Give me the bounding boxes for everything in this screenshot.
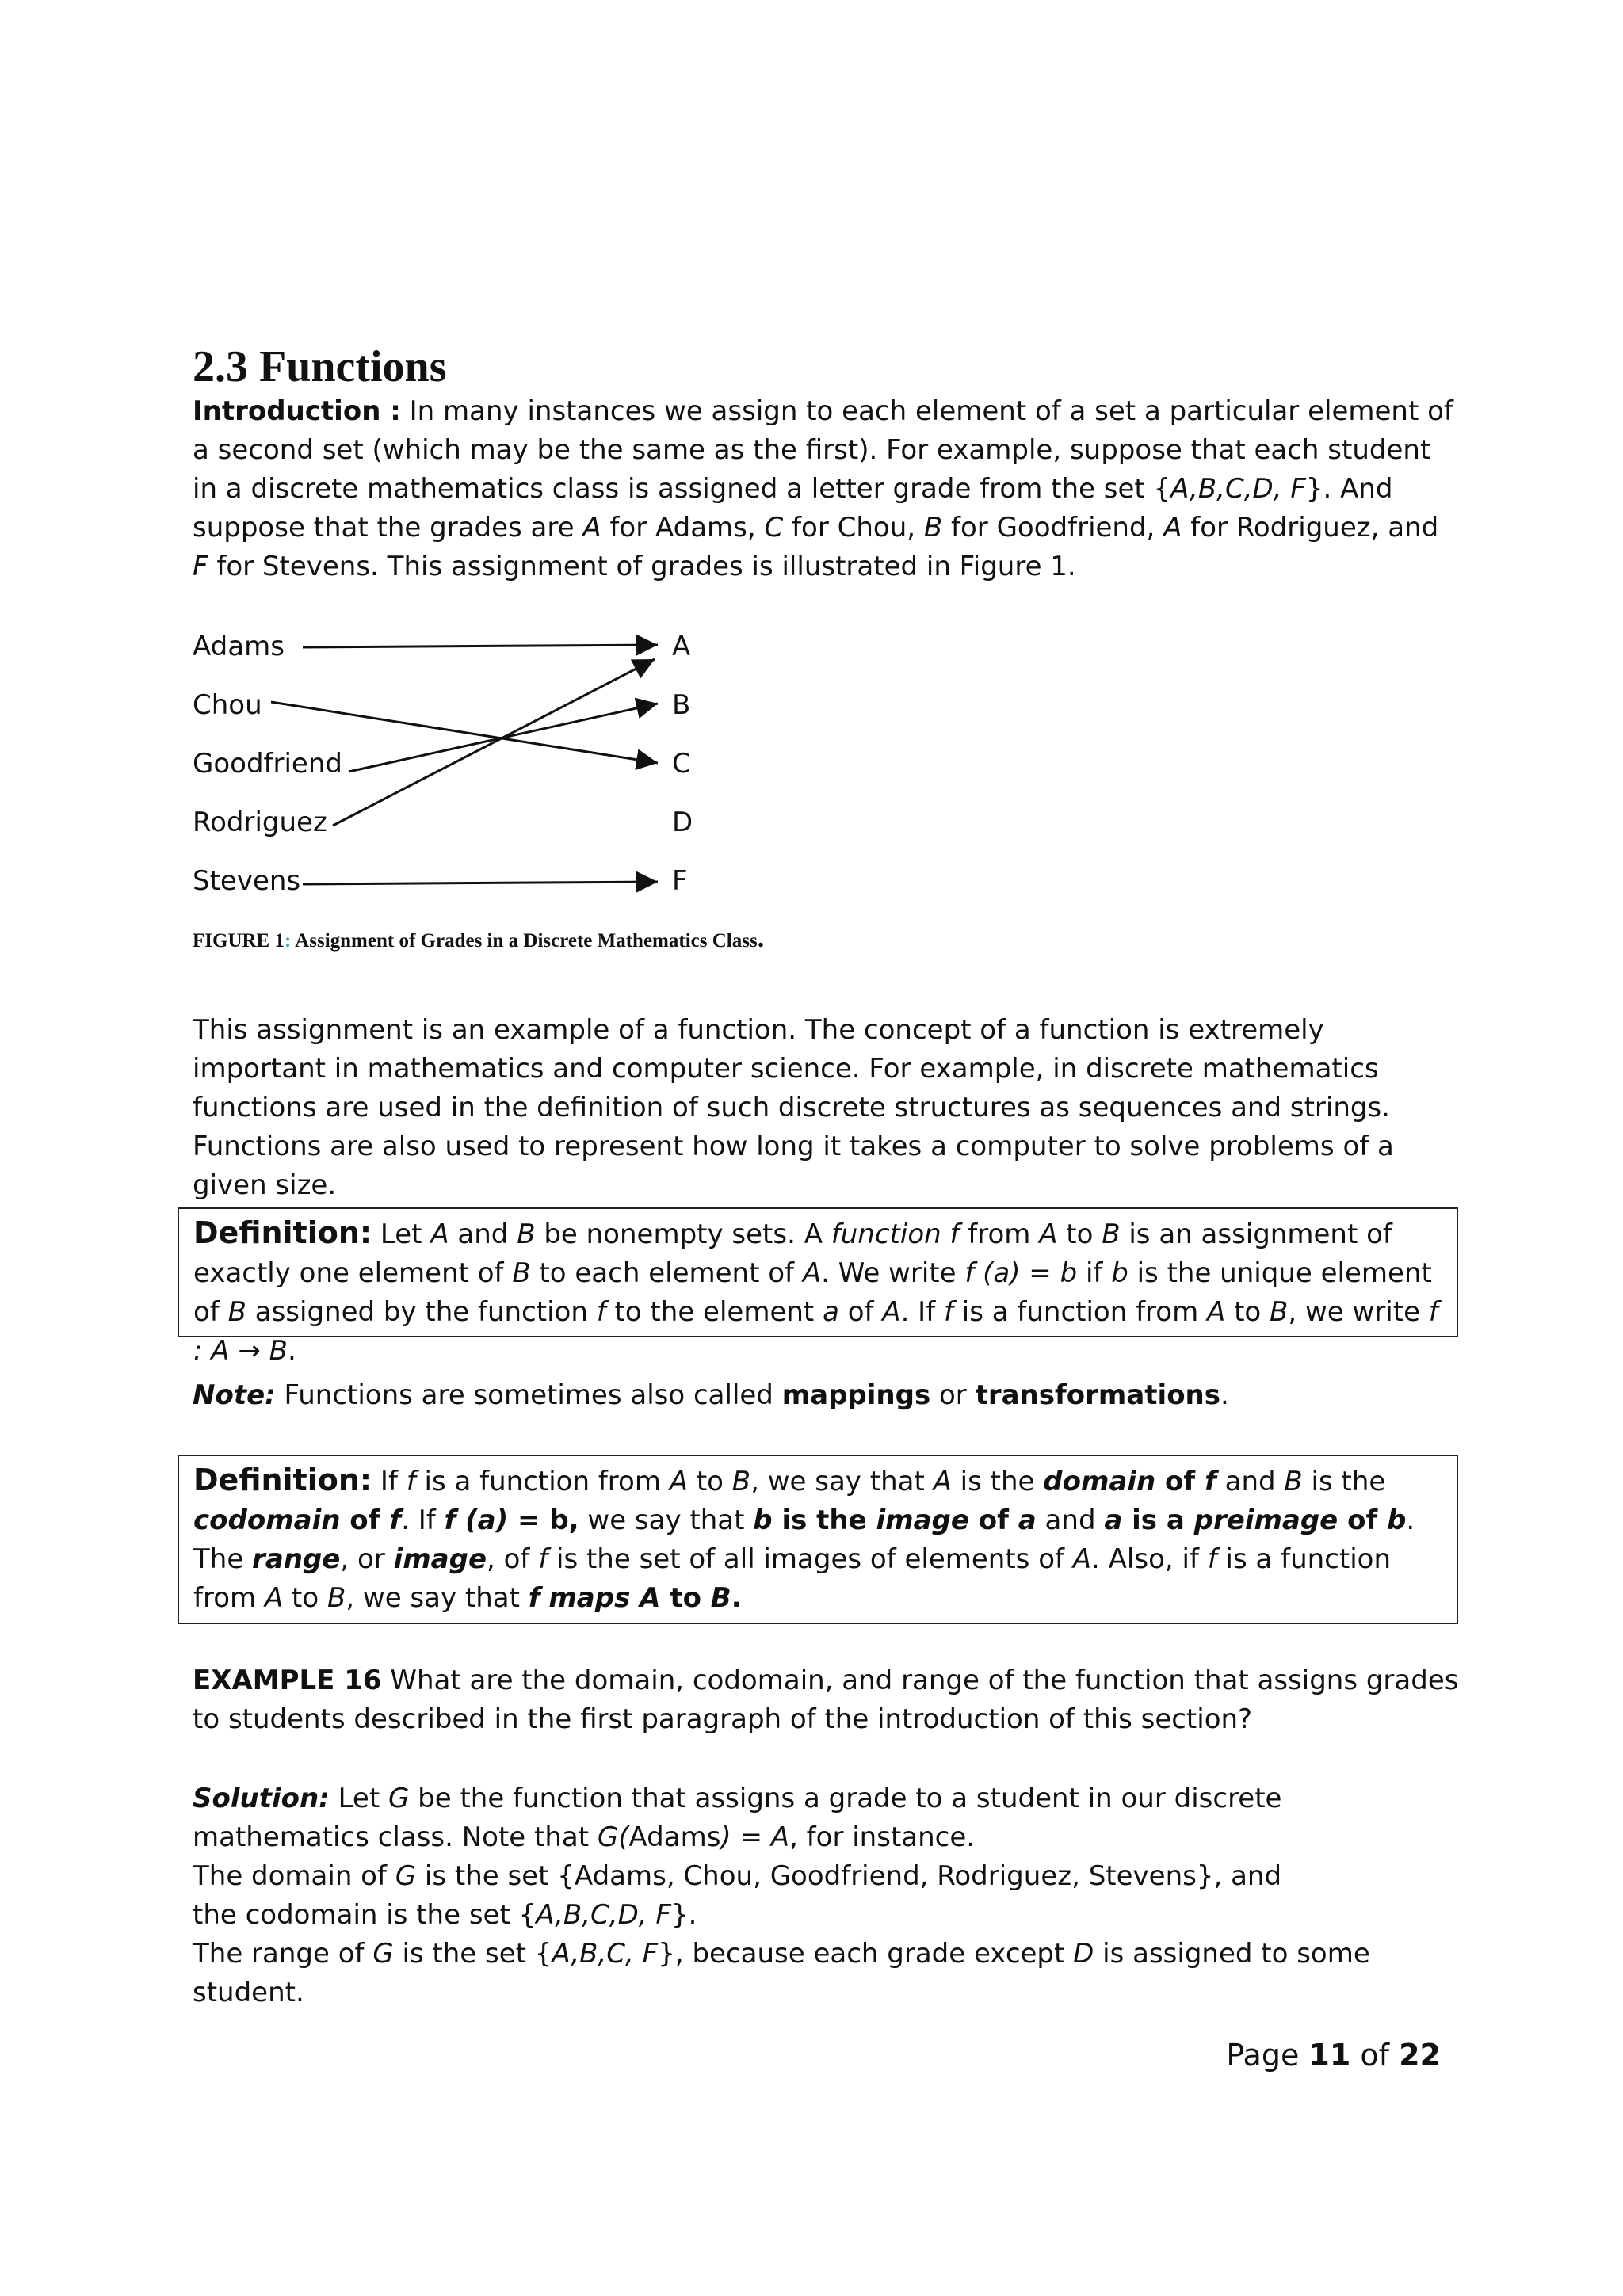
intro-paragraph: Introduction : In many instances we assign to each element of a set a particular element of a second set (which may be the same as the first). For example, suppose that each student in a discrete mathematics class is assigned a letter grade from the set {A,B,C,D, F}. And suppose that the grades are A for Adams, C for Chou, B for Goodfriend, A for Rodriguez, and F for Stevens. This assignment of grades is illustrated in Figure 1. (193, 395, 1453, 582)
intro-lead: Introduction : (193, 395, 401, 427)
page-number: Page 11 of 22 (1226, 2038, 1441, 2073)
grade-label-a: A (672, 631, 691, 662)
grade-label-d: D (672, 807, 693, 838)
student-label-stevens: Stevens (193, 865, 301, 897)
function-concept-paragraph: This assignment is an example of a function. The concept of a function is extremely important in mathematics and computer science. For example, in discrete mathematics functions are used in the definition of such discrete structures as sequences and strings. Functions are also used to represent how long it takes a computer to solve problems of a given size. (193, 1014, 1394, 1201)
grade-label-c: C (672, 748, 691, 780)
section-title: 2.3 Functions (193, 342, 447, 391)
student-label-rodriguez: Rodriguez (193, 807, 327, 838)
example-16: EXAMPLE 16 What are the domain, codomain, and range of the function that assigns grades to students described in the first paragraph of the introduction of this section? (193, 1665, 1459, 1735)
definition-function-box: Definition: Let A and B be nonempty sets. A function f from A to B is an assignment of exactly one element of B to each element of A. We write f (a) = b if b is the unique element of B assigned by the function f to the element a of A. If f is a function from A to B, we write f : A → B. (178, 1207, 1458, 1337)
arrow-stevens-f (303, 882, 658, 884)
arrow-rodriguez-a (333, 659, 655, 826)
grade-label-f: F (672, 865, 688, 897)
student-label-goodfriend: Goodfriend (193, 748, 342, 780)
definition-heading: Definition: (193, 1463, 372, 1497)
arrow-adams-a (303, 645, 658, 647)
grade-label-b: B (672, 689, 691, 721)
note-paragraph: Note: Functions are sometimes also called mappings or transformations. (193, 1379, 1229, 1411)
student-label-adams: Adams (193, 631, 285, 662)
definition-heading: Definition: (193, 1215, 372, 1250)
figure-caption: FIGURE 1: Assignment of Grades in a Discrete Mathematics Class. (193, 924, 765, 953)
definition-domain-box: Definition: If f is a function from A to B, we say that A is the domain of f and B is the codomain of f. If f (a) = b, we say that b is the image of a and a is a preimage of b. The range, or image, of f is the set of all images of elements of A. Also, if f is a function from A to B, we say that f maps A to B. (178, 1455, 1458, 1624)
assignment-arrows (0, 0, 1623, 951)
arrow-chou-c (271, 702, 658, 763)
example-label: EXAMPLE 16 (193, 1665, 382, 1696)
student-label-chou: Chou (193, 689, 262, 721)
solution-block: Solution: Let G be the function that assigns a grade to a student in our discrete mathematics class. Note that G(Adams) = A, for instance. The domain of G is the set {Adams, Chou, Goodfriend, Rodriguez, Stevens}, and the codomain is the set {A,B,C,D, F}. The range of G is the set {A,B,C, F}, because each grade except D is assigned to some student. (193, 1783, 1370, 2008)
